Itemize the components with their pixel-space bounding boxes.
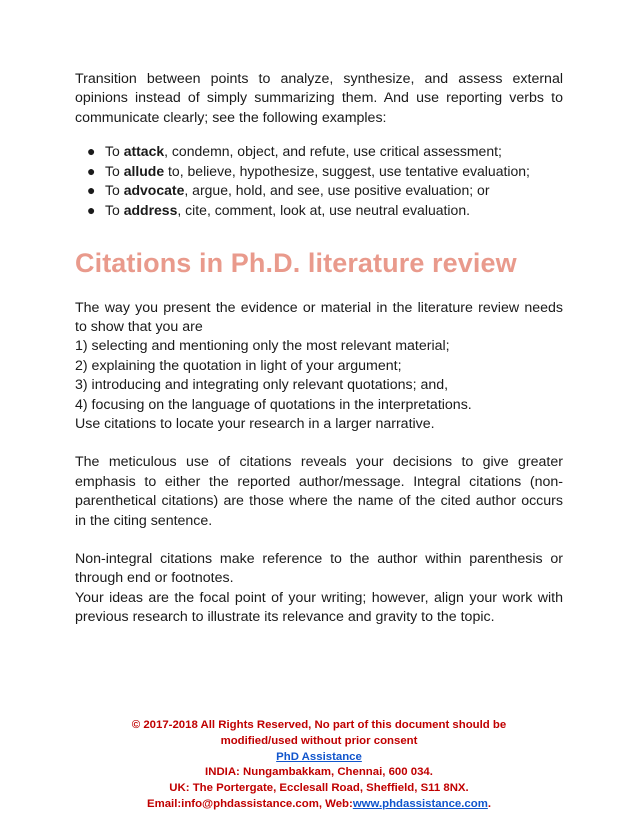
- numbered-item: 3) introducing and integrating only relevant quotations; and,: [75, 377, 449, 394]
- india-address: INDIA: Nungambakkam, Chennai, 600 034.: [205, 766, 433, 779]
- intro-paragraph: Transition between points to analyze, synthesize, and assess external opinions instead of simply summarizing them. And use reporting verbs to communicate clearly; see the following examples:: [75, 71, 563, 126]
- bullet-icon: ●: [87, 202, 96, 218]
- reporting-verbs-list: [75, 142, 563, 220]
- evidence-paragraph: The way you present the evidence or material in the literature review needs to show that you are 1) selecting and mentioning only the most relevant material; 2) explaining the quotation in light of your argument; 3) introducing and integrating only relevant quotations; and, 4) focusing on the language of quotations in the interpretations. Use citations to locate your research in a larger narrative.: [75, 299, 563, 433]
- list-item: ● To allude to, believe, hypothesize, suggest, use tentative evaluation;: [85, 162, 563, 182]
- list-item: ● To address, cite, comment, look at, use neutral evaluation.: [85, 201, 563, 221]
- bullet-icon: ●: [87, 162, 96, 179]
- ideas-paragraph: Your ideas are the focal point of your writing; however, align your work with previous research to illustrate its relevance and gravity to the topic.: [75, 589, 563, 626]
- document-body: [75, 70, 563, 628]
- brand-link[interactable]: PhD Assistance: [276, 750, 362, 763]
- bullet-icon: ●: [87, 143, 96, 160]
- non-integral-citations-paragraph: Non-integral citations make reference to the author within parenthesis or through end or footnotes.: [75, 551, 563, 587]
- contact-line: Email:info@phdassistance.com, Web:www.phdassistance.com.: [146, 797, 492, 810]
- numbered-item: 4) focusing on the language of quotations in the interpretations.: [75, 396, 472, 413]
- copyright-line: © 2017-2018 All Rights Reserved, No part of this document should be: [131, 719, 507, 731]
- website-link[interactable]: www.phdassistance.com: [352, 797, 488, 810]
- copyright-line: modified/used without prior consent: [220, 734, 418, 747]
- numbered-item: 2) explaining the quotation in light of your argument;: [75, 357, 402, 374]
- numbered-item: 1) selecting and mentioning only the most relevant material;: [75, 338, 450, 355]
- section-heading: Citations in Ph.D. literature review: [75, 247, 517, 278]
- list-item: ● To attack, condemn, object, and refute, use critical assessment;: [85, 142, 563, 162]
- bullet-icon: ●: [87, 182, 96, 199]
- list-item: ● To advocate, argue, hold, and see, use positive evaluation; or: [85, 181, 563, 201]
- page-footer: [0, 718, 638, 813]
- uk-address: UK: The Portergate, Ecclesall Road, Sheffield, S11 8NX.: [169, 782, 469, 795]
- integral-citations-paragraph: The meticulous use of citations reveals your decisions to give greater emphasis to either the reported author/message. Integral citations (non-parenthetical citations) are those where the name of the cited author occurs in the citing sentence.: [75, 454, 563, 529]
